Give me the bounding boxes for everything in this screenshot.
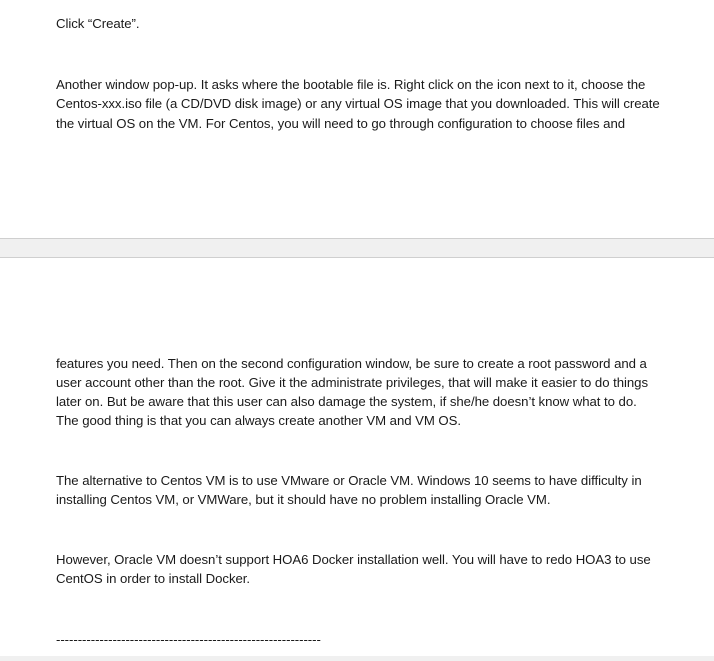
paragraph-line: Centos-xxx.iso file (a CD/DVD disk image) or any virtual OS image that you downloaded. This will create bbox=[56, 96, 660, 111]
page-break-gap-bottom bbox=[0, 656, 714, 661]
paragraph-line: later on. But be aware that this user can also damage the system, if she/he doesn’t know what to do. bbox=[56, 394, 637, 409]
page-break-gap bbox=[0, 238, 714, 258]
paragraph-line: The good thing is that you can always create another VM and VM OS. bbox=[56, 413, 462, 428]
paragraph-line: CentOS in order to install Docker. bbox=[56, 571, 251, 586]
paragraph-line: features you need. Then on the second configuration window, be sure to create a root password and a bbox=[56, 356, 647, 371]
click-create-line: Click “Create”. bbox=[56, 16, 140, 31]
paragraph-line: user account other than the root. Give it the administrate privileges, that will make it easier to do things bbox=[56, 375, 649, 390]
paragraph-line: Another window pop-up. It asks where the bootable file is. Right click on the icon next to it, choose the bbox=[56, 77, 646, 92]
document-page-1 bbox=[0, 0, 714, 239]
paragraph-line: However, Oracle VM doesn’t support HOA6 Docker installation well. You will have to redo HOA3 to use bbox=[56, 552, 651, 567]
separator-line: ------------------------------------------------------------- bbox=[56, 632, 321, 647]
paragraph-line: the virtual OS on the VM. For Centos, you will need to go through configuration to choose files and bbox=[56, 116, 626, 131]
document-page-2 bbox=[0, 258, 714, 657]
paragraph-line: The alternative to Centos VM is to use VMware or Oracle VM. Windows 10 seems to have difficulty in bbox=[56, 473, 642, 488]
paragraph-line: installing Centos VM, or VMWare, but it should have no problem installing Oracle VM. bbox=[56, 492, 551, 507]
